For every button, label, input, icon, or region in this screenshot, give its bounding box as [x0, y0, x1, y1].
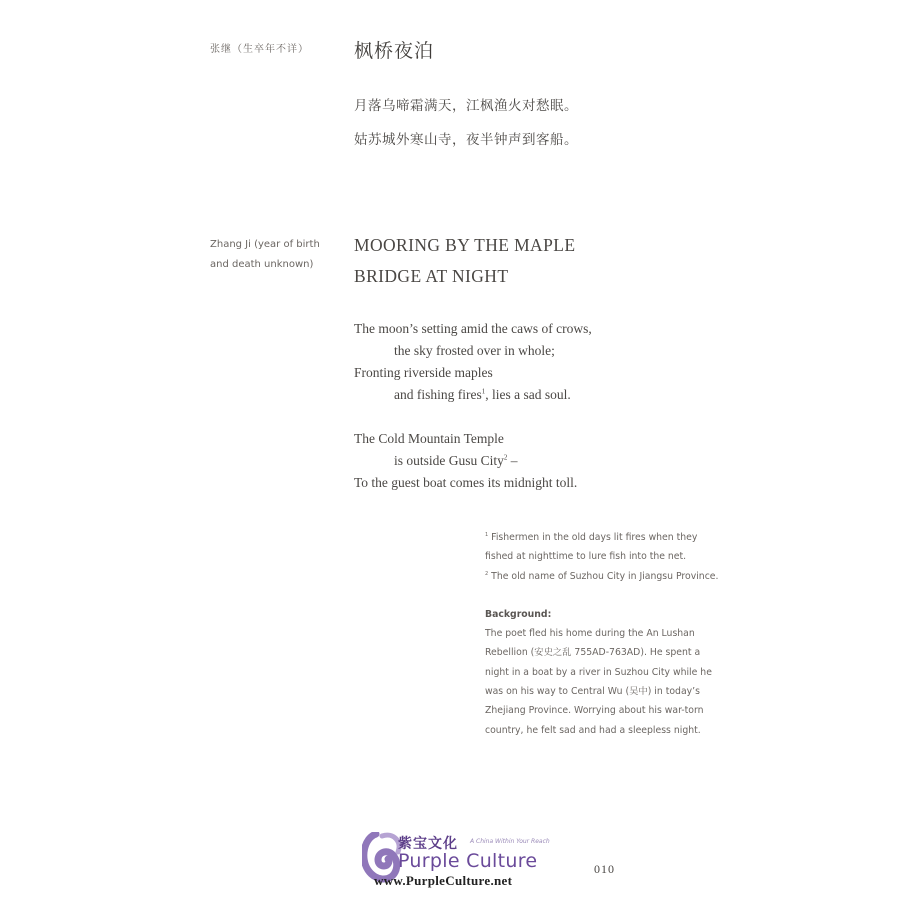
- watermark-url: www.PurpleCulture.net: [374, 873, 513, 888]
- chinese-poem-line-2: 姑苏城外寒山寺，夜半钟声到客船。: [354, 132, 578, 148]
- footnote-marker: 2: [503, 453, 508, 462]
- english-poem: [354, 318, 592, 494]
- footnote-text: The old name of Suzhou City in Jiangsu Province.: [488, 570, 719, 582]
- poem-line: [354, 450, 592, 472]
- footnote-number: 2: [485, 570, 489, 577]
- background-text: The poet fled his home during the An Lushan Rebellion (安史之乱 755AD-763AD). He spent a night in a boat by a river in Suzhou City while he was on his way to Central Wu (吴中) in today’s Zhejiang Province. Worrying about his war-torn country, he felt sad and had a sleepless night.: [485, 628, 712, 736]
- chinese-author: 张继（生卒年不详）: [210, 44, 309, 55]
- poem-text: –: [507, 453, 518, 468]
- notes-block: [485, 528, 725, 740]
- footnote-text: Fishermen in the old days lit fires when they fished at nighttime to lure fish into the net.: [485, 532, 698, 563]
- poem-line: [354, 384, 592, 406]
- footnote-2: [485, 567, 725, 586]
- poem-line: To the guest boat comes its midnight toll.: [354, 475, 578, 490]
- poem-text: and fishing fires: [394, 387, 482, 402]
- footnote-number: 1: [485, 531, 489, 538]
- footnote-marker: 1: [481, 387, 486, 396]
- english-title-line-2: BRIDGE AT NIGHT: [354, 266, 509, 286]
- english-title: [354, 230, 575, 292]
- poem-line: Fronting riverside maples: [354, 365, 493, 380]
- watermark-name: Purple Culture: [398, 850, 538, 872]
- watermark-chinese: 紫宝文化: [398, 836, 458, 852]
- chinese-poem-line-1: 月落乌啼霜满天，江枫渔火对愁眠。: [354, 98, 578, 114]
- poem-line: the sky frosted over in whole;: [394, 343, 555, 358]
- english-title-line-1: MOORING BY THE MAPLE: [354, 235, 576, 255]
- background-heading: Background:: [485, 608, 552, 620]
- poem-line: The Cold Mountain Temple: [354, 431, 504, 446]
- poem-text: , lies a sad soul.: [485, 387, 571, 402]
- poem-text: is outside Gusu City: [394, 453, 504, 468]
- english-author: Zhang Ji (year of birth and death unknown): [210, 239, 320, 270]
- page-number: 010: [594, 862, 615, 876]
- stanza-break: [354, 406, 592, 428]
- chinese-title: 枫桥夜泊: [354, 40, 435, 62]
- footnote-1: [485, 528, 725, 567]
- poem-line: The moon’s setting amid the caws of crows,: [354, 321, 592, 336]
- watermark-tagline: A China Within Your Reach: [470, 838, 550, 845]
